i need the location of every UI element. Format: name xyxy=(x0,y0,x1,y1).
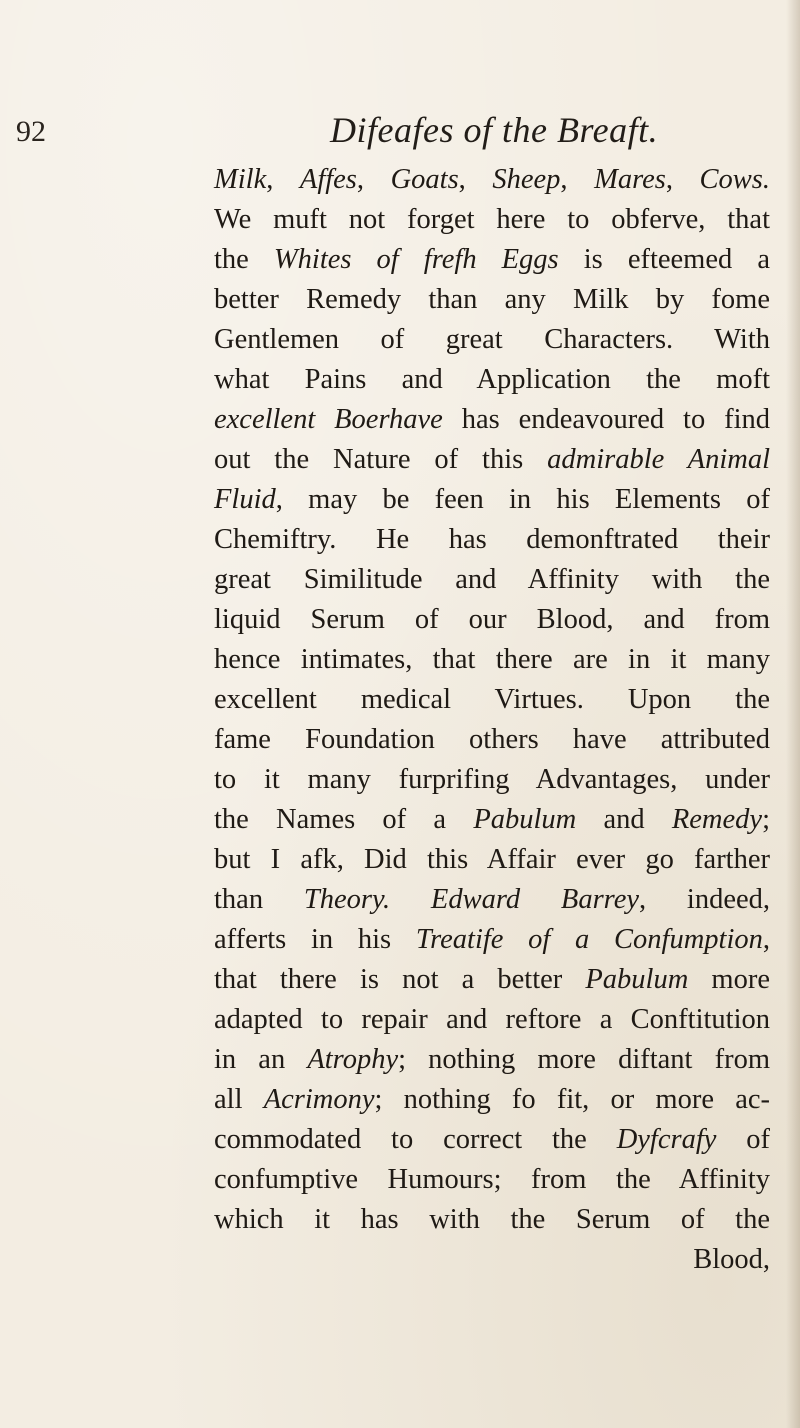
text-span: ; nothing more diftant from xyxy=(398,1044,770,1075)
italic-span: Pabulum xyxy=(585,964,689,995)
text-line xyxy=(214,480,770,520)
text-span: what Pains and Application the moft xyxy=(214,364,770,395)
text-span: great Similitude and Affinity with the xyxy=(214,564,770,595)
text-span: commodated to correct the xyxy=(214,1124,617,1155)
text-span: , may be feen in his Elements of xyxy=(275,484,770,515)
italic-span: Pabulum xyxy=(473,804,577,835)
text-line xyxy=(214,360,770,400)
italic-span: Goats xyxy=(390,164,459,195)
italic-span: Affes xyxy=(299,164,357,195)
text-line xyxy=(214,1240,770,1280)
text-span: excellent medical Virtues. Upon the xyxy=(214,684,770,715)
text-span: out the Nature of this xyxy=(214,444,548,475)
text-span: but I afk, Did this Affair ever go farther xyxy=(214,844,770,875)
text-span: and xyxy=(576,804,672,835)
text-span: more xyxy=(688,964,770,995)
page-number: 92 xyxy=(16,115,46,148)
text-span: Chemiftry. He has demonftrated their xyxy=(214,524,770,555)
text-span: confumptive Humours; from the Affinity xyxy=(214,1164,770,1195)
text-line xyxy=(214,1120,770,1160)
text-span: better Remedy than any Milk by fome xyxy=(214,284,770,315)
text-line xyxy=(214,920,770,960)
text-line xyxy=(214,200,770,240)
text-span: that there is not a better xyxy=(214,964,586,995)
italic-span: Dyfcrafy xyxy=(616,1124,717,1155)
italic-span: Mares xyxy=(594,164,666,195)
text-span: hence intimates, that there are in it many xyxy=(214,644,770,675)
text-line xyxy=(214,440,770,480)
italic-span: Sheep xyxy=(492,164,561,195)
text-line xyxy=(214,520,770,560)
text-line xyxy=(214,640,770,680)
text-span: adapted to repair and reftore a Conftitution xyxy=(214,1004,770,1035)
text-line xyxy=(214,1160,770,1200)
italic-span: Fluid xyxy=(214,484,276,515)
text-line xyxy=(214,720,770,760)
italic-span: Treatife of a Confumption xyxy=(415,924,763,955)
text-span: liquid Serum of our Blood, and from xyxy=(214,604,770,635)
text-line xyxy=(214,160,770,200)
italic-span: Cows. xyxy=(699,164,771,195)
text-span: Gentlemen of great Characters. With xyxy=(214,324,770,355)
text-span: of xyxy=(716,1124,770,1155)
text-span: the Names of a xyxy=(214,804,474,835)
text-span: , indeed, xyxy=(639,884,770,915)
text-line xyxy=(214,240,770,280)
page-edge-shadow xyxy=(786,0,800,1428)
italic-span: Whites of frefh Eggs xyxy=(273,244,559,275)
italic-span: Remedy xyxy=(671,804,763,835)
italic-span: Acrimony xyxy=(263,1084,375,1115)
text-span: all xyxy=(214,1084,264,1115)
text-span: , xyxy=(762,924,770,955)
italic-span: excellent Boerhave xyxy=(214,404,443,435)
text-span: has endeavoured to find xyxy=(442,404,770,435)
text-span: is efteemed a xyxy=(558,244,770,275)
text-span: than xyxy=(214,884,304,915)
text-span: We muft not forget here to obferve, that xyxy=(214,204,770,235)
text-span: fame Foundation others have attributed xyxy=(214,724,770,755)
text-span: ; nothing fo fit, or more ac- xyxy=(374,1084,770,1115)
text-line xyxy=(214,760,770,800)
text-span: to it many furprifing Advantages, under xyxy=(214,764,770,795)
text-line xyxy=(214,600,770,640)
text-span: , xyxy=(356,164,391,195)
body-text xyxy=(214,160,770,1280)
text-line xyxy=(214,560,770,600)
text-line xyxy=(214,800,770,840)
text-line xyxy=(214,680,770,720)
text-span: the xyxy=(214,244,274,275)
italic-span: admirable Animal xyxy=(547,444,770,475)
text-span: , xyxy=(560,164,595,195)
text-line xyxy=(214,320,770,360)
text-line xyxy=(214,280,770,320)
text-span: which it has with the Serum of the xyxy=(214,1204,770,1235)
text-line xyxy=(214,1200,770,1240)
text-span: , xyxy=(665,164,700,195)
text-span: , xyxy=(458,164,493,195)
text-span: Blood, xyxy=(693,1244,770,1275)
text-line xyxy=(214,1000,770,1040)
text-line xyxy=(214,880,770,920)
text-line xyxy=(214,840,770,880)
text-line xyxy=(214,1040,770,1080)
italic-span: Milk xyxy=(214,164,267,195)
italic-span: Theory. Edward Barrey xyxy=(303,884,639,915)
running-head: Difeafes of the Breaft. xyxy=(330,110,659,150)
text-span: afferts in his xyxy=(214,924,416,955)
text-line xyxy=(214,1080,770,1120)
text-span: , xyxy=(266,164,300,195)
text-line xyxy=(214,400,770,440)
italic-span: Atrophy xyxy=(307,1044,399,1075)
text-span: ; xyxy=(762,804,770,835)
text-line xyxy=(214,960,770,1000)
text-span: in an xyxy=(214,1044,308,1075)
